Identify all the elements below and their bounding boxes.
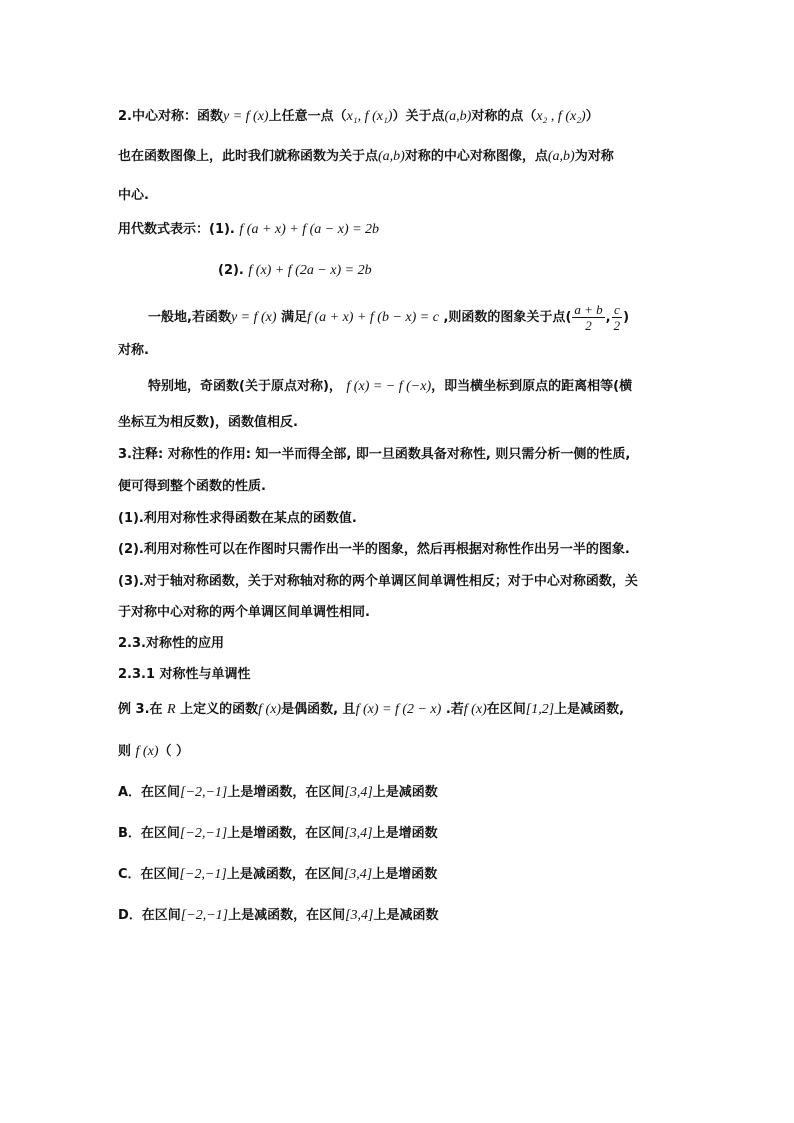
denominator: 2 <box>613 318 621 333</box>
text: 上是增函数 <box>372 826 438 841</box>
example-line2 <box>118 743 189 761</box>
formula: [3,4] <box>344 785 373 800</box>
numerator: a + b <box>574 302 603 317</box>
general-statement-line2: 对称. <box>118 343 149 358</box>
notes-line2: 便可得到整个函数的性质. <box>118 479 266 494</box>
text: 对称的中心对称图像，点 <box>404 149 548 164</box>
notes-line3: (1).利用对称性求得函数在某点的函数值. <box>118 511 357 526</box>
formula: (a,b) <box>378 149 405 164</box>
text: 也在函数图像上，此时我们就称函数为关于点 <box>118 149 379 164</box>
general-statement-line1: 一般地,若函数y = f (x) 满足f (a + x) + f (b − x) = c ,则函数的图象关于点( $\frac{a + b}{2}$ , $\frac{c}{2}$ ) <box>148 302 630 333</box>
option-d <box>118 907 439 925</box>
formula: y = f (x) <box>230 310 277 325</box>
option-label: A．在区间 <box>118 785 181 800</box>
fraction <box>572 302 604 333</box>
text: 上是减函数，在区间 <box>228 908 346 923</box>
text: 上是减函数, <box>554 702 625 717</box>
option-c <box>118 866 437 884</box>
text: ,则函数的图象关于点 <box>443 310 566 325</box>
example-line1 <box>118 701 624 719</box>
text: 上定义的函数 <box>180 702 259 717</box>
option-label: B．在区间 <box>118 826 180 841</box>
formula: [3,4] <box>344 826 373 841</box>
odd-function-line2: 坐标互为相反数)，函数值相反. <box>118 415 298 430</box>
notes-line1: 3.注释: 对称性的作用: 知一半而得全部, 即一旦函数具备对称性, 则只需分析一侧的性质, <box>118 447 631 462</box>
formula: x₁, f (x₁) <box>346 109 393 124</box>
text: 特别地，奇函数(关于原点对称)， <box>148 379 342 394</box>
formula: f (x) <box>258 702 282 717</box>
text: ） <box>585 109 599 124</box>
text: 例 3.在 <box>118 702 163 717</box>
section-heading: 2.3.对称性的应用 <box>118 636 224 651</box>
text: 为对称 <box>574 149 614 164</box>
text: 上是减函数，在区间 <box>226 867 344 882</box>
text: 一般地,若函数 <box>148 310 231 325</box>
formula: (a,b) <box>547 149 575 164</box>
formula: y = f (x) <box>222 109 269 124</box>
option-b <box>118 825 438 843</box>
text: ）关于点 <box>392 109 445 124</box>
text: 是偶函数, 且 <box>281 702 356 717</box>
formula: f (x) <box>463 702 487 717</box>
text: 对称的点（ <box>471 109 537 124</box>
notes-line5: (3).对于轴对称函数，关于对称轴对称的两个单调区间单调性相反；对于中心对称函数，关 <box>118 574 638 589</box>
formula: f (x) = f (2 − x) <box>355 702 442 717</box>
option-a <box>118 784 438 802</box>
formula: x₂ , f (x₂) <box>536 109 586 124</box>
central-symmetry-line3: 中心. <box>118 188 149 203</box>
notes-line4: (2).利用对称性可以在作图时只需作出一半的图象，然后再根据对称性作出另一半的图象. <box>118 542 630 557</box>
formula: f (x) <box>135 744 159 759</box>
text: 满足 <box>281 310 308 325</box>
text: 2.中心对称：函数 <box>118 109 223 124</box>
formula: (a,b) <box>444 109 472 124</box>
formula: [−2,−1] <box>179 826 228 841</box>
text: （ ） <box>158 744 190 759</box>
text: (2). <box>218 263 244 278</box>
text: ，即当横坐标到原点的距离相等(横 <box>431 379 633 394</box>
text: 上任意一点（ <box>268 109 347 124</box>
central-symmetry-line1 <box>118 108 599 126</box>
denominator: 2 <box>585 318 592 333</box>
formula: f (x) = − f (−x) <box>346 379 432 394</box>
option-label: D．在区间 <box>118 908 181 923</box>
formula: [−2,−1] <box>179 867 227 882</box>
formula: [−2,−1] <box>180 908 229 923</box>
text: 上是增函数，在区间 <box>227 826 345 841</box>
formula: [3,4] <box>343 867 373 882</box>
text: 上是减函数 <box>373 908 439 923</box>
formula: [3,4] <box>345 908 374 923</box>
text: 则 <box>118 744 132 759</box>
text: 上是减函数 <box>372 785 438 800</box>
fraction <box>612 302 623 333</box>
subsection-heading: 2.3.1 对称性与单调性 <box>118 667 251 682</box>
formula: f (a + x) + f (a − x) = 2b <box>239 222 380 237</box>
algebra-line2 <box>218 262 372 280</box>
formula: R <box>167 702 176 717</box>
formula: [−2,−1] <box>180 785 228 800</box>
numerator: c <box>612 302 623 318</box>
text: 上是增函数，在区间 <box>227 785 345 800</box>
text: 用代数式表示：(1). <box>118 222 235 237</box>
text: 在区间 <box>486 702 526 717</box>
formula: f (a + x) + f (b − x) = c <box>307 310 439 325</box>
formula: [1,2] <box>525 702 555 717</box>
notes-line6: 于对称中心对称的两个单调区间单调性相同. <box>118 605 370 620</box>
central-symmetry-line2 <box>118 148 614 166</box>
text: .若 <box>445 702 464 717</box>
text: 上是增函数 <box>372 867 438 882</box>
odd-function-line1 <box>148 378 632 396</box>
formula: f (x) + f (2a − x) = 2b <box>248 263 372 278</box>
option-label: C．在区间 <box>118 867 180 882</box>
algebra-line1 <box>118 221 379 239</box>
